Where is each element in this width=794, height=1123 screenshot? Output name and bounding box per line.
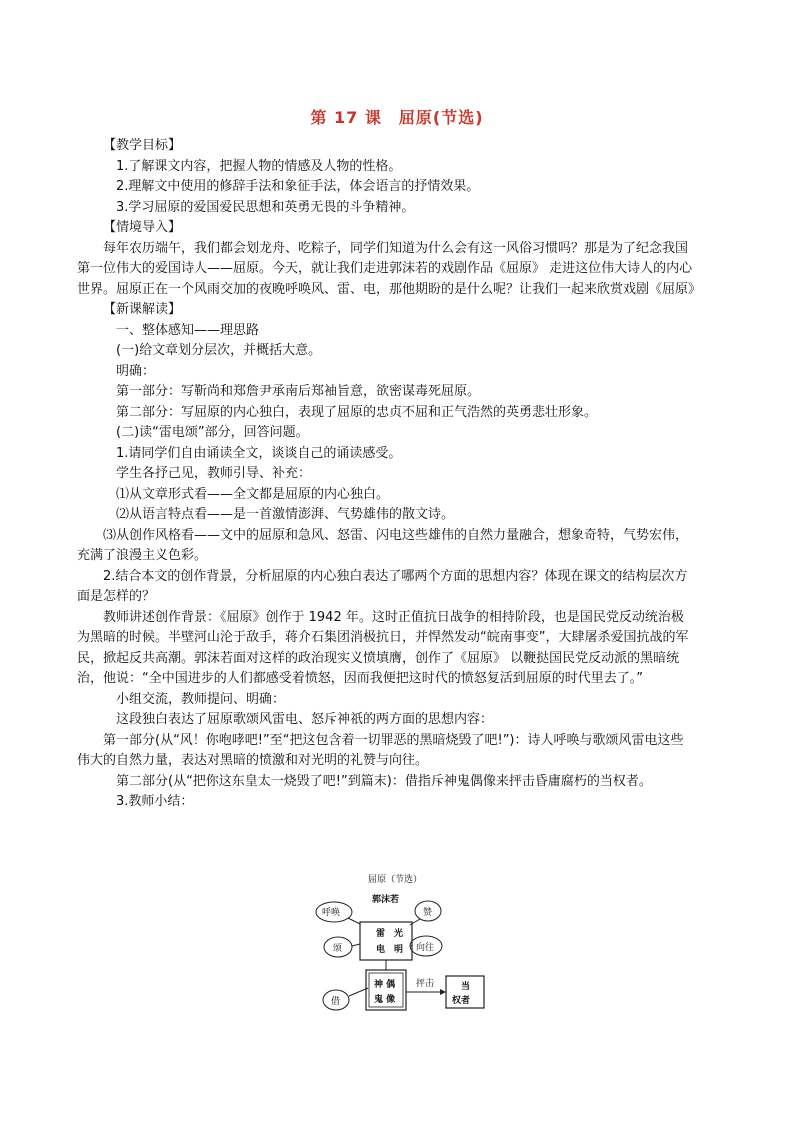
q2-sub3: ⑶从创作风格看——文中的屈原和急风、怒雷、闪电这些雄伟的自然力量融合，想象奇特，气势宏伟，充满了浪漫主义色彩。 bbox=[77, 527, 689, 563]
objective-item: 1.了解课文内容，把握人物的情感及人物的性格。 bbox=[116, 158, 402, 174]
connector bbox=[348, 918, 360, 924]
bubble-yearn-label: 向往 bbox=[416, 943, 435, 953]
objective-item: 2.理解文中使用的修辞手法和象征手法，体会语言的抒情效果。 bbox=[116, 179, 480, 194]
arrow-head-icon bbox=[440, 989, 446, 995]
bubble-call-label: 呼唤 bbox=[322, 908, 341, 918]
q2-sub1: ⑴从文章形式看——全文都是屈原的内心独白。 bbox=[116, 486, 390, 502]
page-title: 第 17 课 屈原(节选) bbox=[310, 108, 484, 127]
q2-item1: 1.请同学们自由诵读全文，谈谈自己的诵读感受。 bbox=[116, 445, 402, 461]
part-b: 第二部分(从“把你这东皇太一烧毁了吧!”到篇末)：借指斥神鬼偶像来抨击昏庸腐朽的当权者。 bbox=[116, 773, 652, 789]
connector bbox=[352, 944, 360, 946]
box-mid-line1: 神 偶 bbox=[374, 980, 396, 990]
bubble-ode-label: 颂 bbox=[333, 944, 343, 954]
structure-diagram bbox=[300, 872, 510, 1022]
intro-paragraph: 每年农历端午，我们都会划龙舟、吃粽子，同学们知道为什么会有这一风俗习惯吗？那是为了纪念我国第一位伟大的爱国诗人——屈原。今天，就让我们走进郭沫若的戏剧作品《屈原》 走进这位伟大诗人的内心世界。屈原正在一个风雨交加的夜晚呼唤风、雷、电，那他期盼的是什么呢？让我们一起来欣赏戏剧《屈原》 bbox=[77, 240, 702, 297]
objectives-heading: 【教学目标】 bbox=[103, 138, 182, 153]
bubble-praise-label: 赞 bbox=[423, 908, 433, 918]
box-top-line1: 雷 光 bbox=[376, 929, 404, 939]
diagram-title: 屈原（节选） bbox=[368, 875, 423, 885]
monologue-summary: 这段独白表达了屈原歌颂风雷电、怒斥神祇的两方面的思想内容： bbox=[116, 712, 494, 727]
q2-item2: 2.结合本文的创作背景，分析屈原的内心独白表达了哪两个方面的思想内容？体现在课文的结构层次方面是怎样的？ bbox=[77, 568, 688, 604]
group-discussion: 小组交流，教师提问、明确： bbox=[116, 691, 286, 707]
background-paragraph: 教师讲述创作背景：《屈原》创作于 1942 年。这时正值抗日战争的相持阶段，也是国民党反动统治极为黑暗的时候。半壁河山沦于敌手，蒋介石集团消极抗日，并悍然发动“皖南事变”，大肆屠杀爱国抗战的军民，掀起反共高潮。郭沫若面对这样的政治现实义愤填膺，创作了《屈原》 以鞭挞国民党反动派的黑暗统治，他说：“全中国进步的人们都感受着愤怒，因而我便把这时代的愤怒复活到屈原的时代里去了。” bbox=[77, 609, 689, 686]
lesson-content bbox=[77, 136, 702, 813]
objective-item: 3.学习屈原的爱国爱民思想和英勇无畏的斗争精神。 bbox=[116, 199, 415, 215]
q2-item1-note: 学生各抒己见，教师引导、补充： bbox=[116, 466, 312, 481]
part1-heading: 一、整体感知——理思路 bbox=[116, 322, 260, 338]
diagram-author: 郭沫若 bbox=[372, 895, 400, 905]
answer-label: 明确： bbox=[116, 363, 156, 379]
box-mid-line2: 鬼 像 bbox=[374, 995, 396, 1005]
teacher-summary: 3.教师小结： bbox=[116, 794, 194, 809]
question-1: (一)给文章划分层次，并概括大意。 bbox=[116, 343, 322, 358]
bubble-borrow-label: 借 bbox=[331, 997, 341, 1007]
arrow-label: 抨击 bbox=[416, 979, 435, 989]
question-2: (二)读“雷电颂”部分，回答问题。 bbox=[116, 425, 309, 440]
q2-sub2: ⑵从语言特点看——是一首激情澎湃、气势雄伟的散文诗。 bbox=[116, 507, 455, 522]
connector bbox=[349, 988, 368, 996]
intro-heading: 【情境导入】 bbox=[103, 220, 182, 235]
part-a: 第一部分(从“风！你咆哮吧!”至“把这包含着一切罪恶的黑暗烧毁了吧!”)：诗人呼唤与歌颂风雷电这些伟大的自然力量，表达对黑暗的愤激和对光明的礼赞与向往。 bbox=[77, 732, 684, 768]
box-right-line2: 权者 bbox=[452, 996, 471, 1006]
answer-part2: 第二部分：写屈原的内心独白，表现了屈原的忠贞不屈和正气浩然的英勇悲壮形象。 bbox=[116, 404, 598, 420]
answer-part1: 第一部分：写靳尚和郑詹尹承南后郑袖旨意，欲密谋毒死屈原。 bbox=[116, 384, 481, 399]
new-lesson-heading: 【新课解读】 bbox=[103, 302, 182, 317]
box-right-line1: 当 bbox=[461, 982, 471, 992]
box-top-line2: 电 明 bbox=[376, 945, 404, 955]
